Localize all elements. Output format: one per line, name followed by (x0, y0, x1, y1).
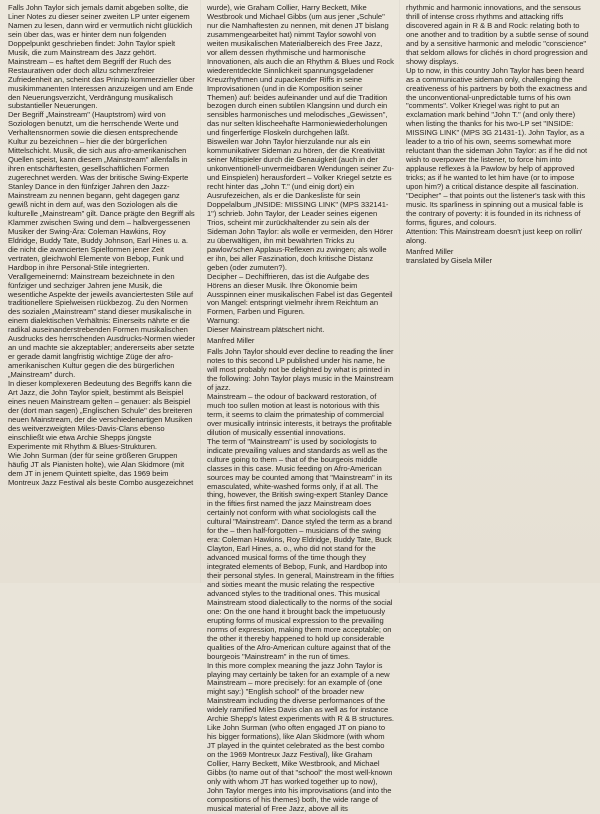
paragraph: Bisweilen war John Taylor hierzulande nur als ein kommunikativer Sideman zu hören, der die Kreativität seiner Mitspieler durch die Genauigkeit (auch in der unkonventionell-unvermeidbaren Wendungen seiner Zu- und Einspielen) herausfordert – Volker Kriegel setzte es recht hinter das „John T." (und einig dort) ein Ausrufezeichen, als er die Dankesliste für sein Doppelalbum „INSIDE: MISSING LINK" (MPS 332141-1") schrieb. John Taylor, der Leader seines eigenen Trios, scheint mir zurückhaltender zu sein als der Sideman John Taylor: als wolle er vermeiden, den Hörer zu überwältigen, ihn mit bewährten Tricks zu pawlow'schen Applaus-Reflexen zu zwingen; als wolle er ihn, bei aller Faszination, doch kritische Distanz geben (oder zumuten?). (207, 137, 396, 272)
column-german-left (8, 3, 198, 487)
column-german-english (207, 4, 394, 814)
paragraph: Up to now, in this country John Taylor has been heard as a communicative sideman only, challenging the creativeness of his partners by both the exactness and the unconventional-unpredictable turns of his own "comments". Volker Kriegel was right to put an exclamation mark behind "John T." (and only there) when listing the thanks for his two-LP set "INSIDE: MISSING LINK" (MPS 3G 21431-1). John Taylor, as a leader to a trio of his own, seems somewhat more reluctant than the sideman John Taylor: as if he did not wish to overpower the listener, to force him into applause reflexes à la Pawlow by help of approved tricks; as if he wanted to let him have (or to impose upon him?) a critical distance despite all fascination. (406, 65, 590, 192)
column-divider (200, 0, 201, 583)
paragraph: Verallgemeinernd: Mainstream bezeichnete in den fünfziger und sechziger Jahren jene Musik, die wesentliche Aspekte der jeweils avanciertesten Stile auf traditionellere Spielweisen rückbezog. Zu den Normen des sozialen „Mainstream" stand dieser musikalische in einem dialektischen Verhältnis: Einerseits nährte er die radikal auseinanderstrebenden Formen musikalischen Ausdrucks des herrschenden Ausdrucks-Normen wieder an und machte sie akzeptabler; andererseits aber setzte er gerade damit langfristig wichtige Züge der afro-amerikanischen Kultur gegen die des bürgerlichen „Mainstream" durch. (8, 271, 198, 380)
attention-line: Attention: This Mainstream doesn't just keep on rollin' along. (406, 226, 585, 245)
paragraph: Like John Surman (who often engaged JT on piano to his bigger formations), like Alan Skidmore (with whom JT played in the quintet celebrated as the best combo on the 1969 Montreux Jazz Festival), like Graham Collier, Harry Beckett, Mike Westbrook, and Michael Gibbs (to name out of that "school" the most well-known only with whom JT has worked together up to now), John Taylor merges into his improvisations (and into the compositions of his themes) both, the wide range of musical material of Free Jazz, above all its (207, 723, 395, 813)
paragraph: rhythmic and harmonic innovations, and the sensous thrill of intense cross rhythms and attacking riffs discovered again in R & B and Rock: relating both to one another and to tradition by a subtle sense of sound and by a sensitive harmonic and melodic "conscience" that seldom allows for clichés in chord progression and showy displays. (406, 3, 591, 66)
paragraph: "Decipher" – that points out the listener's task with this music. Its sparliness in spinning out a musical fable is the contrary of poverty: it is founded in its richness of forms, figures, and colours. (406, 191, 588, 227)
paragraph: Falls John Taylor sich jemals damit abgeben sollte, die Liner Notes zu dieser seiner zweiten LP unter eigenem Namen zu lesen, dann wird er vermutlich nicht glücklich sein über das, was er hinter dem nun folgenden Doppelpunkt geschrieben findet: John Taylor spielt Musik, die zum Mainstream des Jazz gehört. (8, 3, 195, 57)
paragraph: Falls John Taylor should ever decline to reading the liner notes to this second LP published under his name, he will most probably not be delighted by what is printed in the following: John Taylor plays music in the Mainstream of jazz. (207, 347, 396, 393)
paragraph: Decipher – Dechiffrieren, das ist die Aufgabe des Hörens an dieser Musik. Ihre Ökonomie beim Ausspinnen einer musikalischen Fabel ist das Gegenteil von Mangel: entspringt vielmehr ihrem Reichtum an Formen, Farben und Figuren. (207, 271, 395, 317)
paragraph: Wie John Surman (der für seine größeren Gruppen häufig JT als Pianisten holte), wie Alan Skidmore (mit dem JT in jenem Quintett spielte, das 1969 beim Montreux Jazz Festival als beste Combo ausgezeichnet (8, 450, 194, 487)
author-signature: Manfred Miller translated by Gisela Miller (406, 246, 493, 265)
column-english-right (406, 4, 593, 266)
paragraph: wurde), wie Graham Collier, Harry Beckett, Mike Westbrook und Michael Gibbs (um aus jener „Schule" nur die Namhaftesten zu nennen, mit denen JT bislang zusammengearbeitet hat) nimmt Taylor sowohl von weiten musikalischen Materialbereich des Free Jazz, vor allem dessen rhythmische und harmonische Innovationen, als auch die an Rhythm & Blues und Rock wiederentdeckte Sinnlichkeit spannungsgeladener Kreuzrhythmen und zupackender Riffs in seine Improvisationen (und in die Komposition seiner Themen) auf: beides aufeinander und auf die Tradition bezogen durch einen subtilen Klangsinn und durch ein sensibles harmonisches und melodisches „Gewissen", das nur selten klischeehafte Harmoniewiederholungen und fingerfertige Floskeln durchgehen läßt. (207, 3, 396, 138)
paragraph: Mainstream – the odour of backward restoration, of much too sullen motion at least is notorious with this term, it seems to claim the primateship of commercial over musically intrinsic interests, it betrays the profitable dilution of musically essential innovations. (207, 391, 394, 437)
column-divider (399, 0, 400, 583)
warning-line: Warnung: Dieser Mainstream plätschert nicht. (207, 316, 325, 335)
paragraph: The term of "Mainstream" is used by sociologists to indicate prevailing values and standards as well as the culture going to them – that of the bourgeois middle classes in this case. Music feeding on Afro-American sources may be counted among that "Mainstream" in its emasculated, white-washed forms only, if at all. The thing, however, the British swing-expert Stanley Dance in the fifties first named the jazz Mainstream does certainly not conform with what sociologists call the cultural "Mainstream". Dance styled the term as a brand for the – then half-forgotten – musicians of the swing era: Coleman Hawkins, Roy Eldridge, Buddy Tate, Buck Clayton, Earl Hines, a. o., who did not stand for the advanced musical forms of the time though they integrated elements of Bebop, Funk, and Hardbop into their personal styles. In general, Mainstream in the fifties and sixties meant the music relating the respective advanced styles to the traditional ones. This musical Mainstream stood dialectically to the norms of the social one: On the one hand it brought back the impetuously erupting forms of musical expression to the prevailing norms of expression, making them more acceptable; on the other it thereby happened to hold up considerable qualities of the Afro-American culture against that of the bourgeois "Mainstream" in the run of times. (207, 436, 396, 661)
paragraph: In dieser komplexeren Bedeutung des Begriffs kann die Art Jazz, die John Taylor spielt, bestimmt als Beispiel eines neuen Mainstream gelten – genauer: als Beispiel der (dort man sagen) „Englischen Schule" des breiteren neuen Mainstream, der die verschiedenartigen Musiken des weitverzweigten Miles-Davis-Clans ebenso einschließt wie etwa Archie Shepps jüngste Experimente mit Rhythm & Blues-Strukturen. (8, 379, 195, 451)
paragraph: In this more complex meaning the jazz John Taylor is playing may certainly be taken for an example of a new Mainstream – more precisely: for an example of (one might say:) "English school" of the broader new Mainstream including the diverse performances of the widely ramified Miles Davis clan as well as for instance Archie Shepp's latest experiments with R & B structures. (207, 660, 394, 724)
paragraph: Mainstream – es haftet dem Begriff der Ruch des Restaurativen oder doch allzu schmerzfreier Zufriedenheit an, scheint das Prinzip kommerzieller über musikimmanenten Interessen anzuzeigen und am Ende den Neuerungsverzicht, Verdrängung musikalisch substantieller Neuerungen. (8, 56, 197, 111)
author-signature: Manfred Miller (207, 336, 255, 346)
paragraph: Der Begriff „Mainstream" (Hauptstrom) wird von Soziologen benutzt, um die herrschende Werte und Verhaltensnormen sowie die diesen entsprechende Kultur zu bezeichnen – hier die der bürgerlichen Mittelschicht. Musik, die sich aus afro-amerikanischen Quellen speist, kann diesem „Mainstream" allenfalls in ihren entschärftesten, gesellschaftlichen Formen zugerechnet werden. Was der britische Swing-Experte Stanley Dance in den fünfziger Jahren den Jazz-Mainstream zu nennen begann, geht dagegen ganz gewiß nicht in dem auf, was den Soziologen als die kulturelle „Mainstream" gilt. Dance prägte den Begriff als Klammer zwischen Swing und dem – halbvergessenen Musiker der Swing-Ära: Coleman Hawkins, Roy Eldridge, Buddy Tate, Buddy Johnson, Earl Hines u. a. die nicht die avancierten Spielformen jener Zeit vertraten, gleichwohl Elemente von Bebop, Funk und Hardbop in ihre Personal-Stile integrierten. (8, 110, 197, 272)
